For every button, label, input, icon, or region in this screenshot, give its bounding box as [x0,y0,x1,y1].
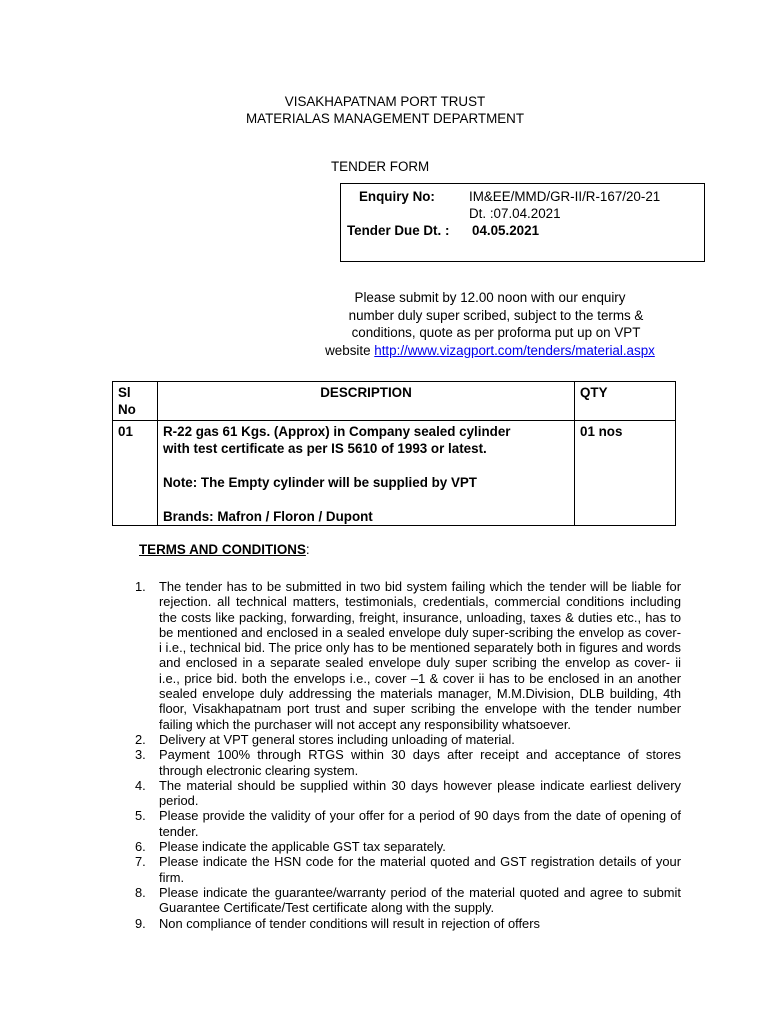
terms-item-number: 6. [135,839,146,855]
terms-item-text: The tender has to be submitted in two bid system failing which the tender will be liable for rejection. all technical matters, testimonials, credentials, commercial conditions including the costs like packing, forwarding, freight, insurance, unloading, taxes & duties etc., has to be mentioned and enclosed in a sealed envelope duly super-scribing the envelop as cover- i i.e., technical bid. The price only has to be mentioned separately both in figures and words and enclosed in a separate sealed envelope duly super scribing the envelop as cover- ii i.e., price bid. both the envelops i.e., cover –1 & cover ii has to be enclosed in an another sealed envelope duly addressing the materials manager, M.M.Division, DLB building, 4th floor, Visakhapatnam port trust and super scribing the envelope with the tender number failing which the purchaser will not accept any responsibility whatsoever. [159,579,681,732]
website-link[interactable]: http://www.vizagport.com/tenders/material.aspx [374,342,655,358]
terms-item-text: Please indicate the HSN code for the material quoted and GST registration details of your firm. [159,854,681,885]
terms-item [135,839,681,854]
row-qty: 01 nos [575,421,676,526]
submit-note-line [290,342,690,360]
terms-item-text: Please indicate the guarantee/warranty period of the material quoted and agree to submit Guarantee Certificate/Test certificate along with the supply. [159,884,681,916]
terms-item-text: Non compliance of tender conditions will result in rejection of offers [159,915,540,931]
form-title: TENDER FORM [331,159,430,174]
item-brands: Brands: Mafron / Floron / Dupont [163,509,373,524]
header-sl-text: Sl [118,385,131,400]
header-no-text: No [118,402,136,417]
terms-item-text: Please provide the validity of your offer for a period of 90 days from the date of opening of tender. [159,808,681,839]
terms-item-number: 4. [135,777,146,793]
terms-heading [139,542,310,557]
header-qty: QTY [575,382,676,421]
terms-item [135,732,681,747]
department-title: MATERIALAS MANAGEMENT DEPARTMENT [245,111,525,126]
submit-note-line: Please submit by 12.00 noon with our enquiry [354,290,626,305]
terms-item-text: Please indicate the applicable GST tax separately. [159,839,446,855]
terms-item [135,885,681,916]
terms-item [135,579,681,732]
due-date-value: 04.05.2021 [472,223,540,238]
terms-heading-text: TERMS AND CONDITIONS [139,542,306,557]
item-note: Note: The Empty cylinder will be supplied by VPT [163,475,477,490]
terms-item-number: 9. [135,915,146,931]
terms-item-number: 1. [135,579,146,594]
terms-item-number: 8. [135,884,146,900]
enquiry-box [340,183,705,262]
terms-list [135,579,681,931]
header-sl-no [113,382,158,421]
terms-item-text: Delivery at VPT general stores including unloading of material. [159,731,515,747]
table-header-row [113,382,676,421]
table-row [113,421,676,526]
submit-note-line: number duly super scribed, subject to the terms & [348,307,644,323]
website-label: website [325,342,375,358]
item-description-line: R-22 gas 61 Kgs. (Approx) in Company sealed cylinder [163,424,511,439]
items-table [112,381,676,526]
terms-item [135,808,681,839]
row-sl-no: 01 [113,421,158,526]
enquiry-label: Enquiry No: [359,189,435,204]
submit-note-line: conditions, quote as per proforma put up on VPT [351,325,641,340]
submit-note [290,289,690,359]
terms-item [135,747,681,778]
enquiry-date: Dt. :07.04.2021 [469,206,561,221]
due-date-label: Tender Due Dt. : [347,223,450,238]
org-title: VISAKHAPATNAM PORT TRUST [284,94,486,109]
row-description [158,421,575,526]
terms-item [135,916,681,931]
terms-item [135,778,681,809]
item-description-line: with test certificate as per IS 5610 of 1993 or latest. [163,441,487,456]
terms-item-number: 7. [135,854,146,870]
terms-item-text: The material should be supplied within 30 days however please indicate earliest delivery period. [159,777,681,809]
enquiry-number: IM&EE/MMD/GR-II/R-167/20-21 [469,189,661,204]
terms-item-number: 3. [135,747,146,763]
terms-item-text: Payment 100% through RTGS within 30 days after receipt and acceptance of stores through electronic clearing system. [159,747,681,778]
terms-heading-colon: : [305,542,310,557]
header-description: DESCRIPTION [158,382,575,421]
terms-item [135,854,681,885]
terms-item-number: 2. [135,731,146,747]
terms-item-number: 5. [135,808,146,824]
